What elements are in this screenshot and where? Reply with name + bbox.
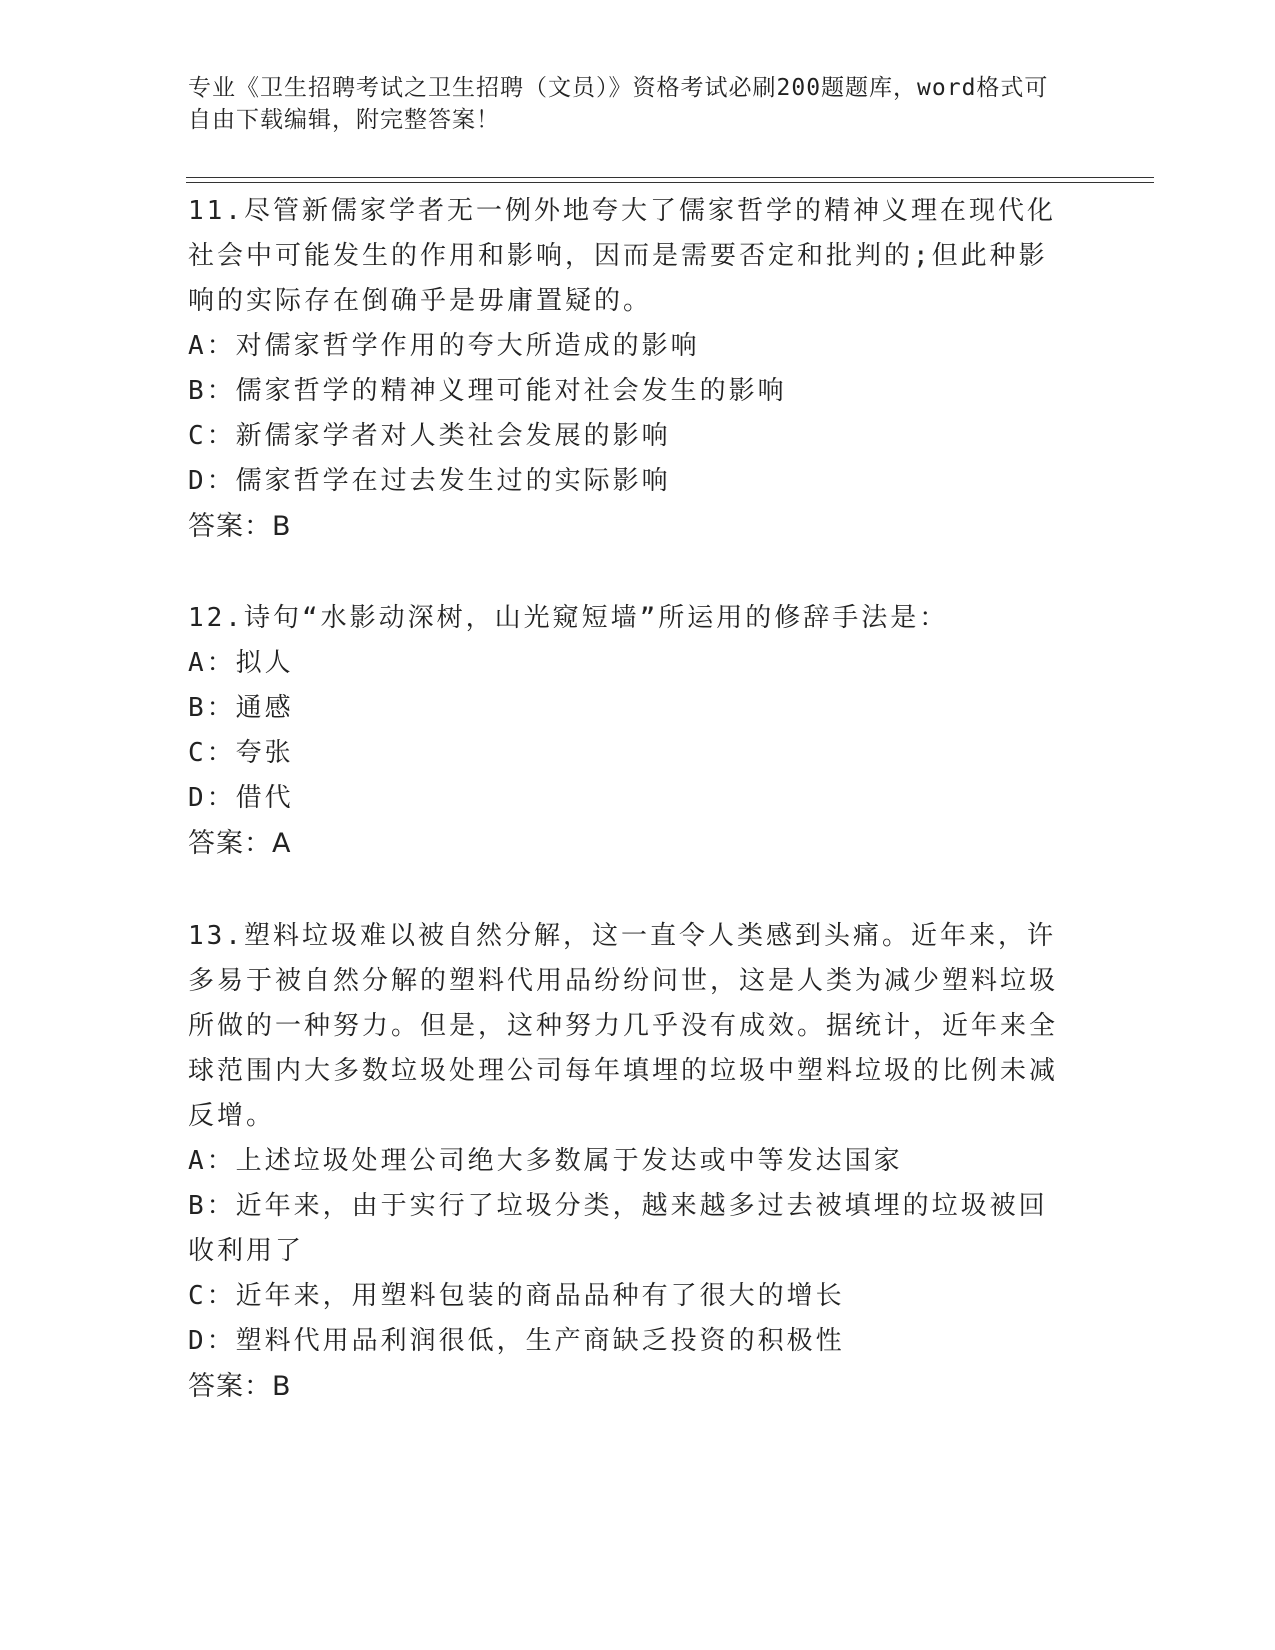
option-a: A：上述垃圾处理公司绝大多数属于发达或中等发达国家 [188,1146,903,1176]
question-stem: 13.塑料垃圾难以被自然分解，这一直令人类感到头痛。近年来，许多易于被自然分解的塑料代用品纷纷问世，这是人类为减少塑料垃圾所做的一种努力。但是，这种努力几乎没有成效。据统计，近年来全球范围内大多数垃圾处理公司每年填埋的垃圾中塑料垃圾的比例未减反增。 [188,921,1059,1131]
answer-line: 答案：B [188,1371,292,1402]
document-header: 专业《卫生招聘考试之卫生招聘（文员）》资格考试必刷200题题库，word格式可自由下载编辑，附完整答案！ [188,75,1049,133]
option-c: C：新儒家学者对人类社会发展的影响 [188,421,671,451]
question-13 [188,914,1068,1409]
question-11 [188,189,1068,549]
option-a: A：拟人 [188,648,294,678]
question-stem: 11.尽管新儒家学者无一例外地夸大了儒家哲学的精神义理在现代化社会中可能发生的作用和影响，因而是需要否定和批判的;但此种影响的实际存在倒确乎是毋庸置疑的。 [188,196,1056,316]
option-b: B：儒家哲学的精神义理可能对社会发生的影响 [188,376,787,406]
option-b: B：通感 [188,693,294,723]
answer-line: 答案：B [188,511,292,542]
option-c: C：夸张 [188,738,294,768]
option-b: B：近年来，由于实行了垃圾分类，越来越多过去被填埋的垃圾被回收利用了 [188,1191,1048,1266]
question-stem: 12.诗句“水影动深树，山光窥短墙”所运用的修辞手法是： [188,603,949,633]
option-a: A：对儒家哲学作用的夸大所造成的影响 [188,331,700,361]
option-d: D：儒家哲学在过去发生过的实际影响 [188,466,671,496]
header-divider-bottom [186,182,1154,183]
option-d: D：塑料代用品利润很低，生产商缺乏投资的积极性 [188,1326,845,1356]
header-divider-top [186,177,1154,178]
option-c: C：近年来，用塑料包装的商品品种有了很大的增长 [188,1281,845,1311]
question-12 [188,596,1068,866]
option-d: D：借代 [188,783,294,813]
answer-line: 答案：A [188,828,292,859]
